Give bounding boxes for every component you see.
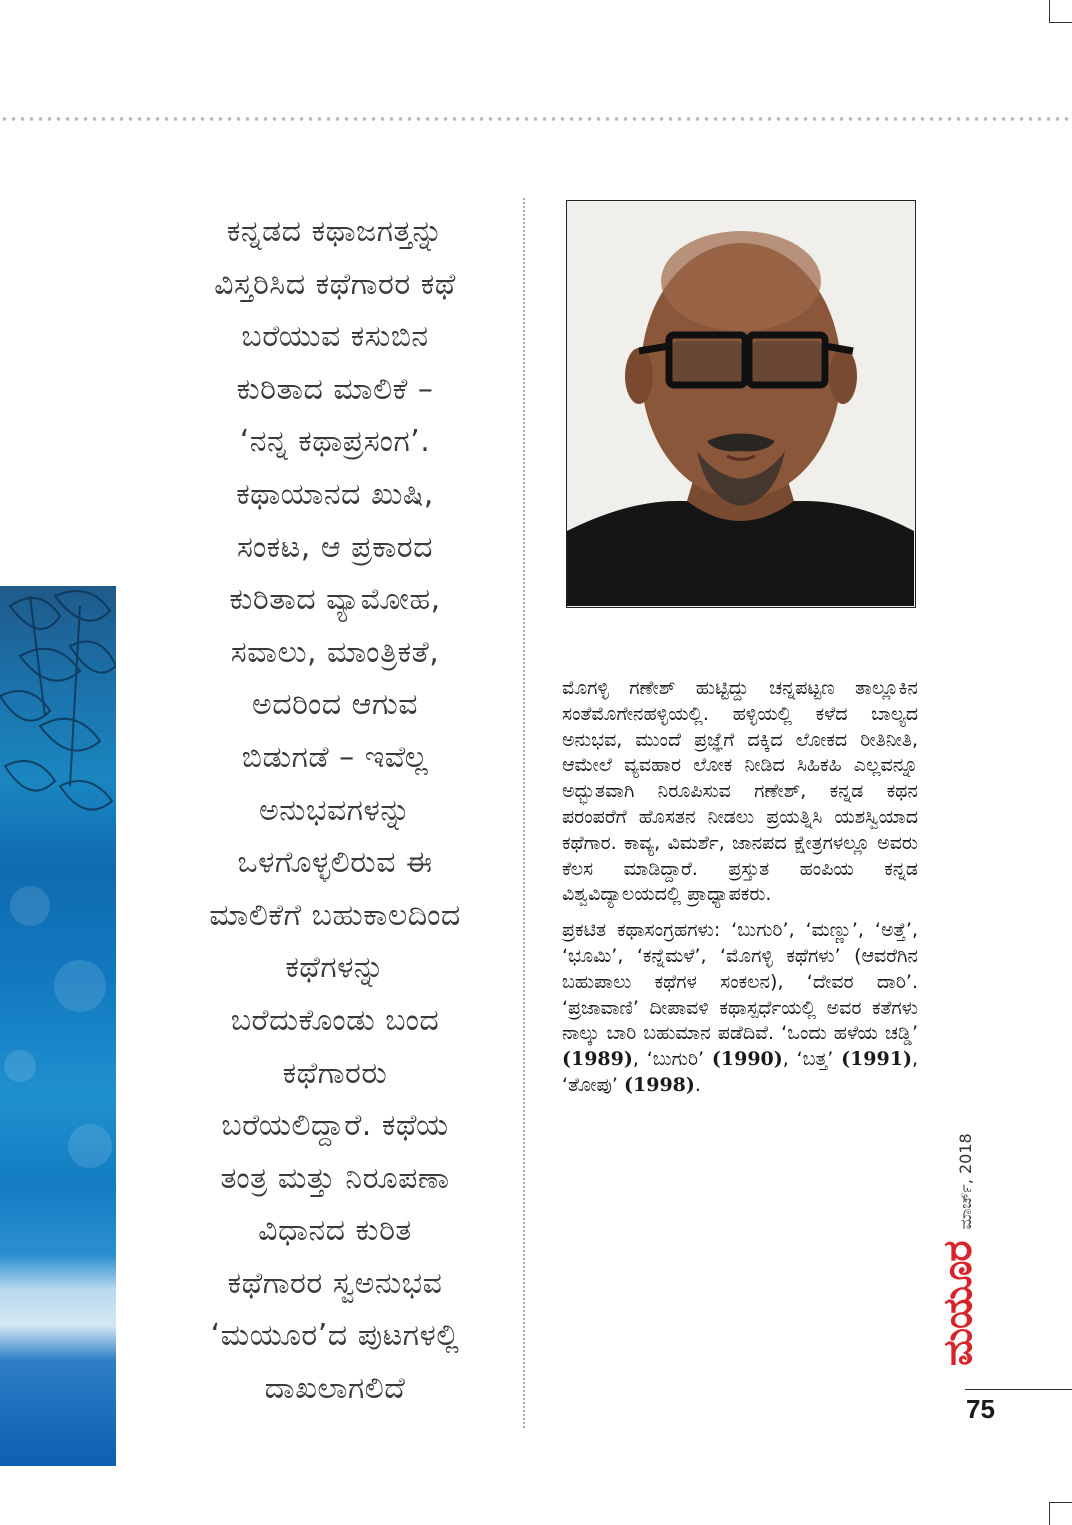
pull-quote-line: ದಾಖಲಾಗಲಿದೆ	[264, 1371, 406, 1407]
pull-quote-line: ಮಾಲಿಕೆಗೆ ಬಹುಕಾಲದಿಂದ	[209, 897, 461, 933]
leaf-pattern-icon	[0, 586, 116, 1466]
award-year: (1991)	[841, 1048, 912, 1071]
bio-works-text: ಪ್ರಕಟಿತ ಕಥಾಸಂಗ್ರಹಗಳು: ‘ಬುಗುರಿ’, ‘ಮಣ್ಣು’, ‘ಅತ್ತೆ’, ‘ಭೂಮಿ’, ‘ಕನ್ನೆಮಳೆ’, ‘ಮೊಗಳ್ಳಿ ಕಥೆಗಳು’ (ಆವರೆಗಿನ ಬಹುಪಾಲು ಕಥೆಗಳ ಸಂಕಲನ), ‘ದೇವರ ದಾರಿ’. ‘ಪ್ರಜಾವಾಣಿ’ ದೀಪಾವಳಿ ಕಥಾಸ್ಪರ್ಧೆಯಲ್ಲಿ ಅವರ ಕತೆಗಳು ನಾಲ್ಕು ಬಾರಿ ಬಹುಮಾನ ಪಡೆದಿವೆ.	[562, 919, 918, 1045]
author-bio	[562, 676, 918, 1109]
magazine-logo: ಮಯೂರ	[935, 1241, 981, 1366]
pull-quote-line: ಅನುಭವಗಳನ್ನು	[258, 792, 412, 828]
pull-quote-line: ಬರೆಯುವ ಕಸುಬಿನ	[241, 319, 429, 355]
bio-paragraph-intro: ಮೊಗಳ್ಳಿ ಗಣೇಶ್ ಹುಟ್ಟಿದ್ದು ಚನ್ನಪಟ್ಟಣ ತಾಲ್ಲೂಕಿನ ಸಂತೆಮೊಗೇನಹಳ್ಳಿಯಲ್ಲಿ. ಹಳ್ಳಿಯಲ್ಲಿ ಕಳೆದ ಬಾಲ್ಯದ ಅನುಭವ, ಮುಂದೆ ಪ್ರಜ್ಞೆಗೆ ದಕ್ಕಿದ ಲೋಕದ ರೀತಿನೀತಿ, ಆಮೇಲೆ ವ್ಯವಹಾರ ಲೋಕ ನೀಡಿದ ಸಿಹಿಕಹಿ ಎಲ್ಲವನ್ನೂ ಅದ್ಭುತವಾಗಿ ನಿರೂಪಿಸುವ ಗಣೇಶ್, ಕನ್ನಡ ಕಥನ ಪರಂಪರೆಗೆ ಹೊಸತನ ನೀಡಲು ಪ್ರಯತ್ನಿಸಿ ಯಶಸ್ವಿಯಾದ ಕಥೆಗಾರ. ಕಾವ್ಯ, ವಿಮರ್ಶೆ, ಜಾನಪದ ಕ್ಷೇತ್ರಗಳಲ್ಲೂ ಅವರು ಕೆಲಸ ಮಾಡಿದ್ದಾರೆ. ಪ್ರಸ್ತುತ ಹಂಪಿಯ ಕನ್ನಡ ವಿಶ್ವವಿದ್ಯಾಲಯದಲ್ಲಿ ಪ್ರಾಧ್ಯಾಪಕರು.	[562, 677, 918, 906]
pull-quote-line: ಸವಾಲು, ಮಾಂತ್ರಿಕತೆ,	[230, 634, 440, 670]
award-title: ‘ತೋಪು’	[562, 1073, 618, 1096]
pull-quote-line: ಕುರಿತಾದ ವ್ಯಾಮೋಹ,	[229, 582, 441, 618]
award-title: ‘ಬುಗುರಿ’	[646, 1048, 705, 1071]
award-year: (1990)	[711, 1048, 783, 1071]
pull-quote-line: ಬರೆಯಲಿದ್ದಾರೆ. ಕಥೆಯ	[221, 1108, 449, 1144]
dotted-separator	[0, 116, 1072, 122]
decorative-leaf-artwork	[0, 586, 116, 1466]
page-number-rule	[965, 1389, 1072, 1390]
crop-mark-top-right	[1049, 0, 1072, 23]
award-year: (1989)	[562, 1048, 633, 1071]
pull-quote-line: ‘ನನ್ನ ಕಥಾಪ್ರಸಂಗ’.	[239, 424, 431, 460]
pull-quote-line: ಕಥೆಗಾರರ ಸ್ವಅನುಭವ	[227, 1265, 443, 1301]
pull-quote-line: ಬಿಡುಗಡೆ – ಇವೆಲ್ಲ	[241, 739, 429, 775]
pull-quote-line: ಕಥೆಗಳನ್ನು	[285, 950, 385, 986]
author-photo	[566, 200, 916, 608]
pull-quote-line: ಕಥೆಗಾರರು	[282, 1055, 388, 1091]
pull-quote-line: ಅದರಿಂದ ಆಗುವ	[251, 687, 419, 723]
pull-quote-line: ವಿಧಾನದ ಕುರಿತ	[258, 1213, 412, 1249]
author-portrait-icon	[567, 201, 914, 606]
pull-quote-line: ತಂತ್ರ ಮತ್ತು ನಿರೂಪಣಾ	[220, 1160, 450, 1196]
award-title: ‘ಬತ್ತ’	[796, 1048, 834, 1071]
pull-quote-line: ಕುರಿತಾದ ಮಾಲಿಕೆ –	[236, 371, 434, 407]
pull-quote-line: ವಿಸ್ತರಿಸಿದ ಕಥೆಗಾರರ ಕಥೆ	[214, 266, 456, 302]
pull-quote-line: ಕಥಾಯಾನದ ಖುಷಿ,	[236, 476, 434, 512]
issue-date: ಮಾರ್ಚ್, 2018	[956, 1133, 975, 1230]
pull-quote	[170, 206, 500, 1416]
pull-quote-line: ಕನ್ನಡದ ಕಥಾಜಗತ್ತನ್ನು	[226, 214, 444, 249]
page-number: 75	[966, 1394, 995, 1424]
magazine-side-label	[935, 1133, 981, 1366]
pull-quote-line: ಒಳಗೊಳ್ಳಲಿರುವ ಈ	[237, 845, 433, 881]
bio-paragraph-works: ಪ್ರಕಟಿತ ಕಥಾಸಂಗ್ರಹಗಳು: ‘ಬುಗುರಿ’, ‘ಮಣ್ಣು’, ‘ಅತ್ತೆ’, ‘ಭೂಮಿ’, ‘ಕನ್ನೆಮಳೆ’, ‘ಮೊಗಳ್ಳಿ ಕಥೆಗಳು’ (ಆವರೆಗಿನ ಬಹುಪಾಲು ಕಥೆಗಳ ಸಂಕಲನ), ‘ದೇವರ ದಾರಿ’. ‘ಪ್ರಜಾವಾಣಿ’ ದೀಪಾವಳಿ ಕಥಾಸ್ಪರ್ಧೆಯಲ್ಲಿ ಅವರ ಕತೆಗಳು ನಾಲ್ಕು ಬಾರಿ ಬಹುಮಾನ ಪಡೆದಿವೆ. ‘ಒಂದು ಹಳೆಯ ಚಡ್ಡಿ’ (1989), ‘ಬುಗುರಿ’ (1990), ‘ಬತ್ತ’ (1991), ‘ತೋಪು’ (1998).	[562, 919, 918, 1096]
award-title: ‘ಒಂದು ಹಳೆಯ ಚಡ್ಡಿ’	[781, 1022, 918, 1045]
pull-quote-line: ‘ಮಯೂರ’ದ ಪುಟಗಳಲ್ಲಿ	[210, 1318, 460, 1354]
pull-quote-line: ಸಂಕಟ, ಆ ಪ್ರಕಾರದ	[236, 529, 434, 565]
award-year: (1998)	[624, 1073, 695, 1096]
pull-quote-line: ಬರೆದುಕೊಂಡು ಬಂದ	[230, 1002, 440, 1038]
crop-mark-bottom-right	[1049, 1502, 1072, 1525]
column-divider	[523, 198, 525, 1428]
